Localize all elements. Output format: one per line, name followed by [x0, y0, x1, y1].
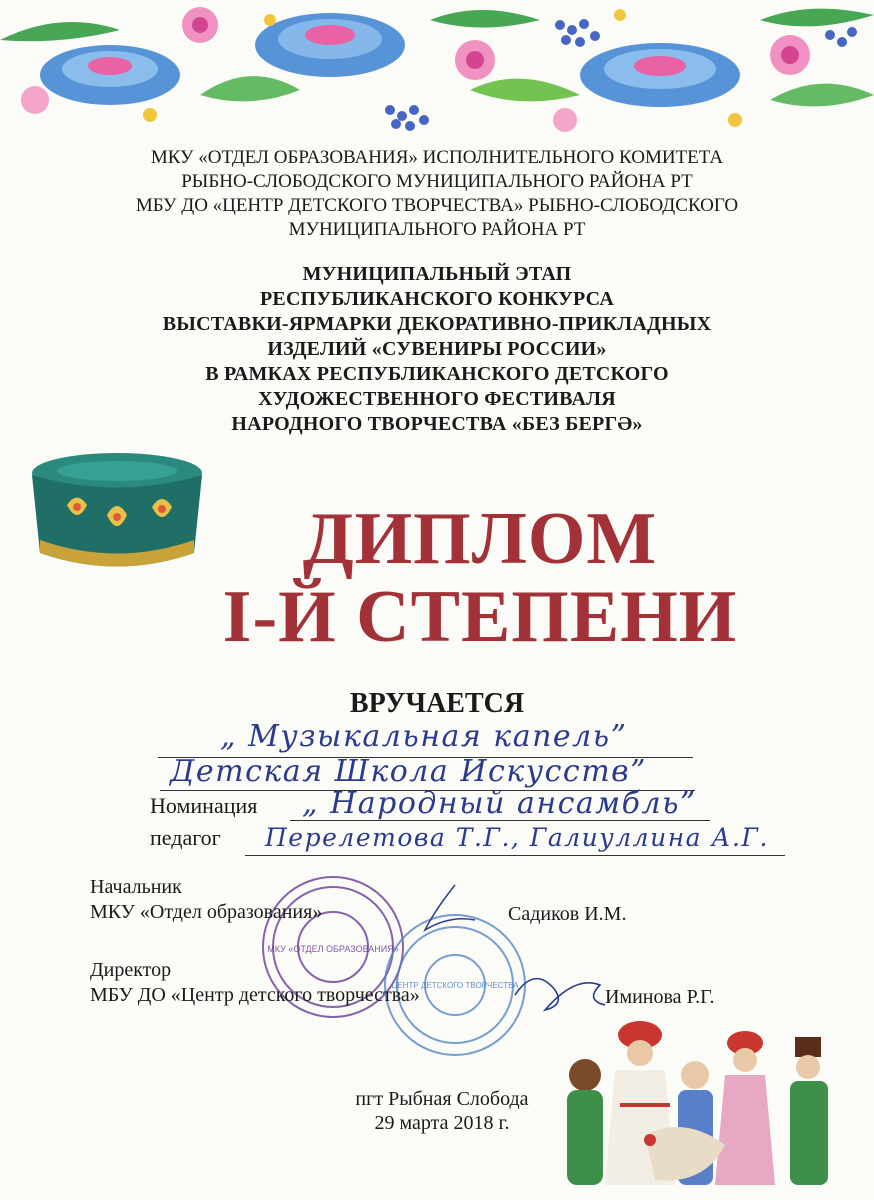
- org-line: РЫБНО-СЛОБОДСКОГО МУНИЦИПАЛЬНОГО РАЙОНА РТ: [181, 171, 693, 192]
- teacher-line: [245, 825, 785, 856]
- signer-2-role: Директор: [90, 959, 172, 981]
- nomination-label: Номинация: [150, 793, 258, 818]
- blue-stamp-text: ЦЕНТР ДЕТСКОГО ТВОРЧЕСТВА: [391, 981, 519, 990]
- signer-1-role: Начальник: [90, 876, 182, 898]
- place: пгт Рыбная Слобода: [355, 1088, 529, 1110]
- contest-title: [0, 262, 874, 437]
- contest-line: ИЗДЕЛИЙ «СУВЕНИРЫ РОССИИ»: [267, 338, 607, 360]
- signature-1: [395, 880, 485, 940]
- contest-line: ХУДОЖЕСТВЕННОГО ФЕСТИВАЛЯ: [258, 388, 616, 410]
- teacher-label: педагог: [150, 825, 221, 850]
- contest-line: РЕСПУБЛИКАНСКОГО КОНКУРСА: [260, 288, 614, 310]
- signer-1-org: МКУ «Отдел образования»: [90, 901, 323, 923]
- diploma-degree-line: I-Й СТЕПЕНИ: [222, 576, 738, 658]
- floral-ornament: [0, 0, 874, 140]
- signer-2-name: Иминова Р.Г.: [605, 986, 715, 1008]
- contest-line: ВЫСТАВКИ-ЯРМАРКИ ДЕКОРАТИВНО-ПРИКЛАДНЫХ: [162, 313, 712, 335]
- signer-2-org: МБУ ДО «Центр детского творчества»: [90, 984, 420, 1006]
- contest-line: МУНИЦИПАЛЬНЫЙ ЭТАП: [302, 263, 572, 285]
- org-line: МУНИЦИПАЛЬНОГО РАЙОНА РТ: [288, 219, 586, 240]
- awarded-label: ВРУЧАЕТСЯ: [349, 688, 525, 719]
- nomination-value: „ Народный ансамбль”: [302, 786, 697, 821]
- recipient-text-1: „ Музыкальная капель”: [220, 719, 628, 754]
- contest-line: В РАМКАХ РЕСПУБЛИКАНСКОГО ДЕТСКОГО: [205, 363, 669, 385]
- date: 29 марта 2018 г.: [374, 1112, 510, 1134]
- diploma-title-line: ДИПЛОМ: [302, 498, 658, 580]
- diploma-title: [200, 500, 760, 656]
- purple-stamp-text: МКУ «ОТДЕЛ ОБРАЗОВАНИЯ»: [267, 944, 399, 954]
- organization-header: [0, 146, 874, 242]
- contest-line: НАРОДНОГО ТВОРЧЕСТВА «БЕЗ БЕРГӘ»: [231, 413, 643, 435]
- org-line: МБУ ДО «ЦЕНТР ДЕТСКОГО ТВОРЧЕСТВА» РЫБНО-СЛОБОДСКОГО: [135, 195, 739, 216]
- signer-1-name: Садиков И.М.: [508, 903, 627, 925]
- skullcap-image: [22, 445, 212, 585]
- recipient-text-2: Детская Школа Искусств”: [170, 754, 647, 789]
- nomination-line: [290, 786, 710, 821]
- org-line: МКУ «ОТДЕЛ ОБРАЗОВАНИЯ» ИСПОЛНИТЕЛЬНОГО КОМИТЕТА: [150, 147, 724, 168]
- teacher-value: Перелетова Т.Г., Галиуллина А.Г.: [265, 823, 769, 852]
